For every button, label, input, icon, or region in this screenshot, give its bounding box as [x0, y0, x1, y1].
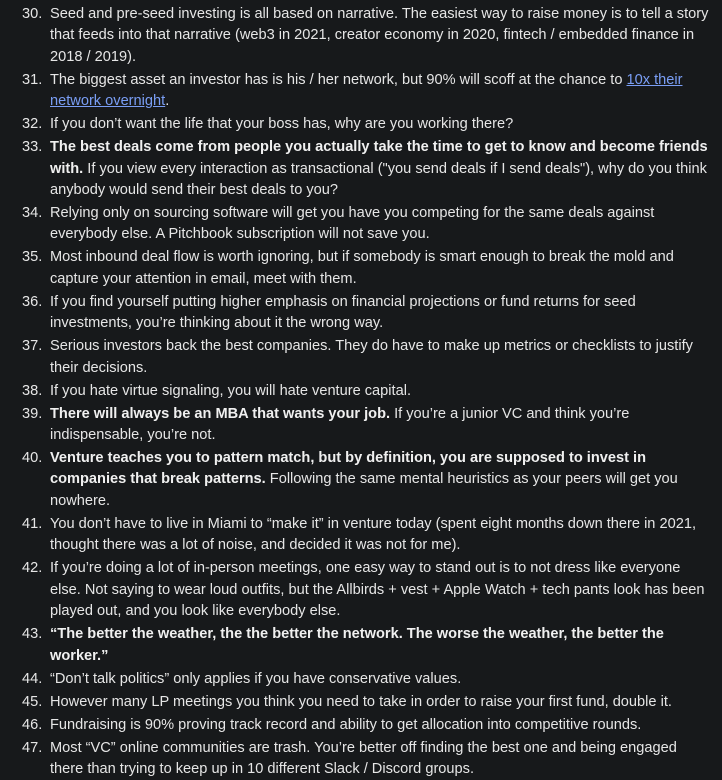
item-number: 33. — [22, 137, 42, 158]
item-text: If you view every interaction as transactional ("you send deals if I send deals"), why do you think anybody would send their best deals to you? — [50, 161, 707, 198]
list-item — [0, 669, 714, 690]
list-item — [0, 624, 714, 667]
item-text: The biggest asset an investor has is his / her network, but 90% will scoff at the chance to — [50, 72, 627, 88]
item-number: 40. — [22, 448, 42, 469]
item-text: If you don’t want the life that your boss has, why are you working there? — [50, 116, 513, 132]
list-item — [0, 203, 714, 246]
item-text: Most inbound deal flow is worth ignoring, but if somebody is smart enough to break the mold and capture your attention in email, meet with them. — [50, 249, 674, 286]
item-text: However many LP meetings you think you need to take in order to raise your first fund, double it. — [50, 694, 672, 710]
item-text: Serious investors back the best companies. They do have to make up metrics or checklists to justify their decisions. — [50, 338, 693, 375]
item-number: 43. — [22, 624, 42, 645]
item-number: 36. — [22, 292, 42, 313]
list-item — [0, 558, 714, 622]
list-item — [0, 247, 714, 290]
item-text: “Don’t talk politics” only applies if you have conservative values. — [50, 671, 461, 687]
item-number: 37. — [22, 336, 42, 357]
list-item — [0, 336, 714, 379]
item-number: 47. — [22, 738, 42, 759]
item-text: If you’re a junior VC and think you’re indispensable, you’re not. — [50, 406, 629, 443]
item-text-after: . — [165, 93, 169, 109]
item-text: Following the same mental heuristics as your peers will get you nowhere. — [50, 471, 678, 508]
item-text: If you’re doing a lot of in-person meetings, one easy way to stand out is to not dress like everyone else. Not saying to wear loud outfits, but the Allbirds + vest + Apple Watch + tech pants look has been played out, and you look like everybody else. — [50, 560, 705, 619]
list-item — [0, 137, 714, 201]
item-number: 34. — [22, 203, 42, 224]
item-text: Seed and pre-seed investing is all based on narrative. The easiest way to raise money is to tell a story that feeds into that narrative (web3 in 2021, creator economy in 2020, fintech / embedded finance in 2018 / 2019). — [50, 6, 708, 65]
item-text: If you hate virtue signaling, you will hate venture capital. — [50, 383, 411, 399]
item-number: 32. — [22, 114, 42, 135]
list-item — [0, 4, 714, 68]
list-item — [0, 381, 714, 402]
list-item — [0, 404, 714, 447]
item-bold-text: Venture teaches you to pattern match, but by definition, you are supposed to invest in companies that break patterns. — [50, 450, 646, 487]
item-text: If you find yourself putting higher emphasis on financial projections or fund returns for seed investments, you’re thinking about it the wrong way. — [50, 294, 636, 331]
item-text: You don’t have to live in Miami to “make it” in venture today (spent eight months down there in 2021, thought there was a lot of noise, and decided it was not for me). — [50, 516, 696, 553]
list-item — [0, 514, 714, 557]
list-item — [0, 448, 714, 512]
item-number: 41. — [22, 514, 42, 535]
item-number: 44. — [22, 669, 42, 690]
item-number: 46. — [22, 715, 42, 736]
item-text: Fundraising is 90% proving track record and ability to get allocation into competitive rounds. — [50, 717, 641, 733]
item-bold-text: There will always be an MBA that wants your job. — [50, 406, 390, 422]
list-item — [0, 738, 714, 780]
item-number: 45. — [22, 692, 42, 713]
item-number: 39. — [22, 404, 42, 425]
list-item — [0, 70, 714, 113]
item-bold-text: “The better the weather, the the better the network. The worse the weather, the better the worker.” — [50, 626, 664, 663]
item-number: 31. — [22, 70, 42, 91]
list-item — [0, 292, 714, 335]
list-item — [0, 114, 714, 135]
item-number: 35. — [22, 247, 42, 268]
item-text: Relying only on sourcing software will get you have you competing for the same deals against everybody else. A Pitchbook subscription will not save you. — [50, 205, 654, 242]
item-text: Most “VC” online communities are trash. You’re better off finding the best one and being engaged there than trying to keep up in 10 different Slack / Discord groups. — [50, 740, 677, 777]
item-number: 42. — [22, 558, 42, 579]
item-bold-text: The best deals come from people you actually take the time to get to know and become friends with. — [50, 139, 708, 176]
list-item — [0, 692, 714, 713]
item-number: 38. — [22, 381, 42, 402]
list-item — [0, 715, 714, 736]
item-link[interactable]: 10x their network overnight — [50, 72, 682, 109]
item-number: 30. — [22, 4, 42, 25]
